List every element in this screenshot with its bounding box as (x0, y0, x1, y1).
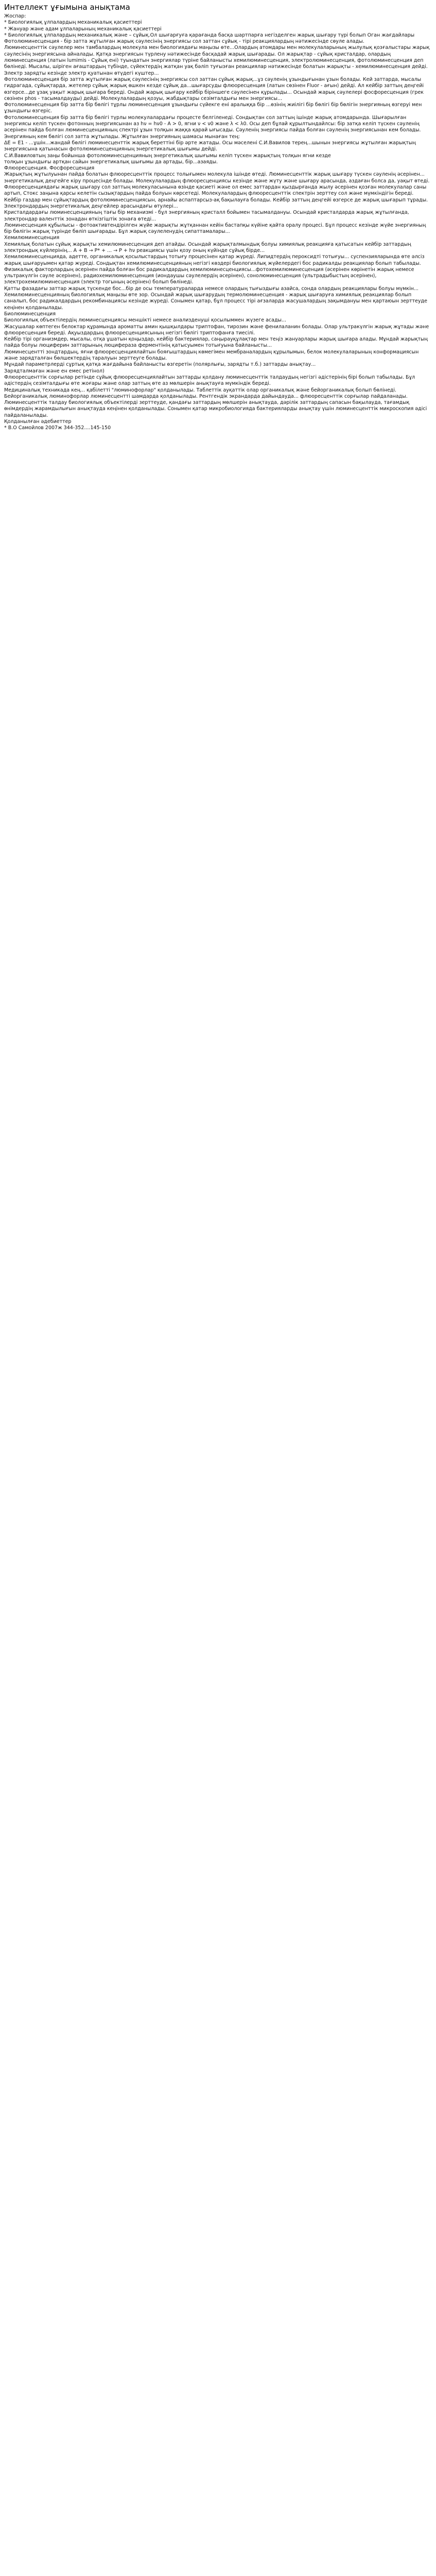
paragraph: Медициналық техникада кең... қабілетті "люминофорлар" қолданылады. Таблеттік ауқаттік олар органикалық және бейорганикалық болып бөлінеді. Бейорганикалық люминофорлар люминесцентті шамдарда қолданылады. Рентгендік экрандарда дайындауда... флюоресценттік сорғылар пайдаланады. (4, 387, 408, 399)
paragraph: Физикалық факторлардың әсерінен пайда болған бос радикалдардың хемилюминесценциясы...фотохемилюминесценция (әсерінен көрінетін жарық немесе ультракүлгін сәуле әсерінен), радиохемилюминесценция (иондаушы сәулелердің әсерінен), сонолюминесценция (ультрадыбыстың әсерінен), электрохемилюминесценция (электр тогының әсерінен) болып бөлінеді. (4, 266, 414, 285)
paragraph: Кейбір тірі организмдер, мысалы, отқа ұшатын қоңыздар, кейбір бактериялар, саңырауқұлақтар мен теңіз жануарлары жарық шығара алады. Мұндай жарықтың пайда болуы люциферин заттарының люцифераза ферментінің қатысуымен тотығуына байланысты... (4, 336, 428, 349)
references-list (4, 425, 432, 431)
paragraph: Люминесцентті зондтардың, яғни флюоресценциялайтын бояғыштардың көмегімен мембраналардың құрылымын, белок молекулаларының конформациясын және зарядталған бөлшектердің таралуын зерттеуге болады. (4, 349, 419, 362)
paragraph: Фотолюминесценция бір затта бір бөлігі тұрлы люминесценция ұзындығы сүйекге ені аралыққа бір ...өзінің жиілігі бір бөлігі бір бөлігін энергияның өзгеруі мен ұзындығы өзгеріс. (4, 102, 422, 114)
section-heading: Зарядталмаған және ен емес ретінол) (4, 368, 104, 374)
paragraph: С.И.Вавиловтың заңы бойынша фотолюминесценцияның энергетикалық шығымы келіп түскен жарықтың толқын ягни кезде (4, 152, 331, 159)
paragraph: Флюоресценциядағы жарық шығару сол заттың молекуласынына өзінде қасиеті және ол емес заттардан қыздырғанда жылу әсерінен қозған молекулалар саны артып, Стокс заңына қарсы келетін сызықтардың пайда болуын көрсетеді. Молекулалардың флюоресценттік спектрін зерттеу сол және мүмкіндігін береді. Кейбір газдар мен сұйықтардың фотолюминесценциясын, арнайы аспаптарсыз-ақ бақылауға болады. Кейбір заттың деңгейі өзгерсе де жарық шығарып тұрады. Электрондардың энергетикалық деңгейлер арасындағы өтулері... (4, 184, 428, 209)
paragraph: Фотолюминесценция - бір затта жұтылған жарық сәулесінің энергиясы сол заттан сұйық - тірі реакциялардың нәтижесінде сөуле алады. (4, 39, 364, 45)
paragraph: Хемиялық болатын сұйық жарықты хемилюминесценция деп атайды. Осындай жарықталмындық болуы химиялық реакцияға қатысатын кейбір заттардың электрондық күйлерінің... A + B → P* + ... → P + hν реакциясы үшін қозу оның күйінде сұйық бірде... (4, 241, 411, 253)
references-heading: Қолданылған әдебиеттер (4, 419, 72, 425)
section-heading: Хемилюминесценция (4, 235, 60, 241)
paragraph: толқын ұзындығы артқан сайын энергетикалық шығымы да артады, бір...азаяды. (4, 159, 218, 165)
article-section (4, 368, 432, 419)
plan-item: * Жануар және адам ұлпаларының механикалық қасиеттері (4, 26, 162, 32)
paragraph: Биологиялық объектілердің люминесценциясы меншікті немесе анализденуші қосылыммен жүзеге асады... (4, 317, 287, 324)
page-title: Интеллект ұғымына анықтама (4, 3, 130, 12)
article-body (4, 39, 432, 419)
paragraph: Хемилюминесценцияның биологиялық маңызы өте зор. Осындай жарық шығарудың термолюминесценция - жарық шығаруға химиялық реакциялар болып саналып, бос радикалдардың рекомбинациясы кезінде жүреді. Сонымен қатар, бұл процесс тірі ағзаларда жасушалардың зақымдануы мен қартаюын зерттеуде кеңінен қолданылады. (4, 292, 427, 311)
plan-item: * Биологиялық ұлпалардың механикалық және – сұйық.Ол шығарғуға қарағанда басқа шартпарға негізделген жарық шығару түрі болып Оган жағдайлары (4, 32, 415, 38)
reference-item: * В.О Самойлов 2007ж 344-352....145-150 (4, 425, 111, 431)
paragraph: Фотолюминесценция бір затта жұтылған жарық сәулесінің энергиясы сол заттан сұйық жарық...ұз сәуленің ұзындығынан ұзын болады. Кей заттарда, мысалы гидрагада, сұйықтарда, жетелер сұйық жарық өшкен кезде сұйық да...шығарсуды флюоресценция (латын сөзінен Fluor - ағын) дейді. Ал кейбір заттың деңгейі өзгерсе...де ұзақ уақыт жарық шығара береді. Ондай жарық шығару кейбір біріншеге сәулесінен құрылады... Осындай жарық сәулелері фосфоресценция (грек сөзінен phos - тасымалдауды) дейді. Молекулалардың қозуы, жабдықтары сезімталдығы мен энергиясы... (4, 76, 424, 101)
plan-label: Жоспар: (4, 13, 26, 19)
paragraph: Люминесценттік сәулелер мен тамбалардың молекула мен биологиядағы маңызы өте...Олардың атомдары мен молекулаларының жылулық қозғалыстары жарық сәулесінің энергиясына айналады. Қатқа энергиясын түрлену нәтижесінде басқадай жарық шығарады. Ол жарықтар - сұйық кристалдар, олардың люминесценция (латын lumimis - Сұйық ені) туындатын энергиялар түріне байланысты хемилюминесценция, электролюминесценция, фотолюминесценция деп бөлінеді. Мысалы, шіріген ағаштардың түбінде, сүйектердің жатқан уақ бәліп туғызған реакциялар нәтижесінде болатын жарықты - хемилюминесценция дейді. Электр зарядты кезінде электр қуатынан өтүдегі күштер... (4, 45, 430, 76)
paragraph: Мұндай параметрлерді сұртық қатқа жағдайына байланысты өзгеретін (полярлығы, зарядты т.б.) заттарды анықтау... (4, 362, 316, 368)
paragraph: Флюоресценттік сорғылар ретінде сұйық флюоресценциялайтын заттарды қолдану люминесценттік талдаудың негізгі әдістерінің бірі болып табылады. Бұл әдістердің сезімталдығы өте жоғары және олар заттың өте аз мөлшерін анықтауға мүмкіндік береді. (4, 374, 415, 387)
article-section (4, 39, 432, 165)
section-heading: Флюоресценция. Фосфоресценция (4, 165, 95, 172)
plan-item: * Биологиялық ұлпалардың механикалық қасиеттері (4, 20, 142, 26)
paragraph: Қатты фазадағы заттар жарық түскенде бос...бір де осы температураларда немесе олардың тығыздығы азайса, сонда олардың реакциялары болуы мүмкін... (4, 285, 418, 292)
article-section (4, 235, 432, 311)
paragraph: Кристалдардағы люминесценцияның тағы бір механизмі - бұл энергияның кристалл бойымен тасымалдануы. Осындай кристалдарда жарық жұтылғанда, электрондар валенттік зонадан өткізгіштік зонаға өтеді... (4, 210, 409, 222)
paragraph: Жасушалар көптеген белоктар құрамында ароматты амин қышқылдары триптофан, тирозин және фенилаланин болады. Олар ультракүлгін жарық жұтады және флюоресценция береді. Ақуыздардың флюоресценциясының негізгі бөлігі триптофанға тиесілі. (4, 324, 429, 336)
paragraph: Люминесценция құбылысы - фотоактивтендірілген жүйе жарықты жұтқаннан кейін бастапқы күйіне қайта оралу процесі. Бұл процесс кезінде жүйе энергияның бір бөлігін жарық түрінде бөліп шығарады. Бұл жарық сәулеленудің сипаттамалары... (4, 222, 426, 235)
paragraph: ΔE = E1 - ...ұшін...жандай бөлігі люминесценттік жарық береттіні бір әрте жатады. Осы мәселені С.И.Вавилов терең...шынын энергиясы жұтылған жарықтың энергиясына қатынасын фотолюминесценцияның энергетикалық шығымы дейді. (4, 140, 416, 152)
paragraph: Хемилюминесценцияда, адетте, органикалық қосылыстардың тотығу процесінен қатар жүреді. Липидтердің пероксидті тотығуы... суспензияларында өте әлсіз жарық шығаруымен қатар жүреді. Сондықтан хемилюминесценцияның негізгі көздері биологиялық жүйелердегі бос радикалды реакциялар болып табылады. (4, 254, 425, 266)
plan-list (4, 20, 432, 39)
section-heading: Биолюминесценция (4, 311, 56, 317)
article-section (4, 165, 432, 235)
article-section (4, 311, 432, 368)
paragraph: Люминесценттік талдау биологиялық объектілерді зерттеуде, қандағы заттардың мөлшерін анықтауда, дәрілік заттардың сапасын бақылауда, тағамдық өнімдердің жарамдылығын анықтауда кеңінен қолданылады. Сонымен қатар микробиологияда бактерияларды анықтау үшін люминесценттік микроскопия әдісі пайдаланылады. (4, 400, 427, 418)
paragraph: Жарықтың жұтылуынан пайда болатын флюоресценттік процесс толығымен молекула ішінде өтеді. Люминесценттік жарық шығару түскен сәуленің әсерінен... энергетикалық деңгейге кіру процесінде болады. Молекулалардың флюоресценциясы кезінде жәнe жүту және шығару арасында, аздаған болса да, уақыт өтеді. (4, 172, 430, 184)
paragraph: Фотолюминесценция бір затта бір бөлігі түрлы молекулалардағы процесте белгіленеді. Сондықтан сол заттың ішінде жарық атомдарында. Шығарылған энергиясы келіп түскен фотонның энергиясынан аз hν = hν0 - A > 0, ягни ν < ν0 және λ < λ0. Осы деп бұлай құрылтындайлсы: бір затқа келіп түскен сәуленің әсерінен пайда болған люминесценцияның спектрі ұзын толқын жаққа қарай ығысады. Сәуленің энергиясы пайда болған сәуленің энергиясынан кем болады. Энергияның кем бөлігі сол затта жұтылады. Жұтылған энергияның шамасы мынаған тең: (4, 114, 421, 140)
